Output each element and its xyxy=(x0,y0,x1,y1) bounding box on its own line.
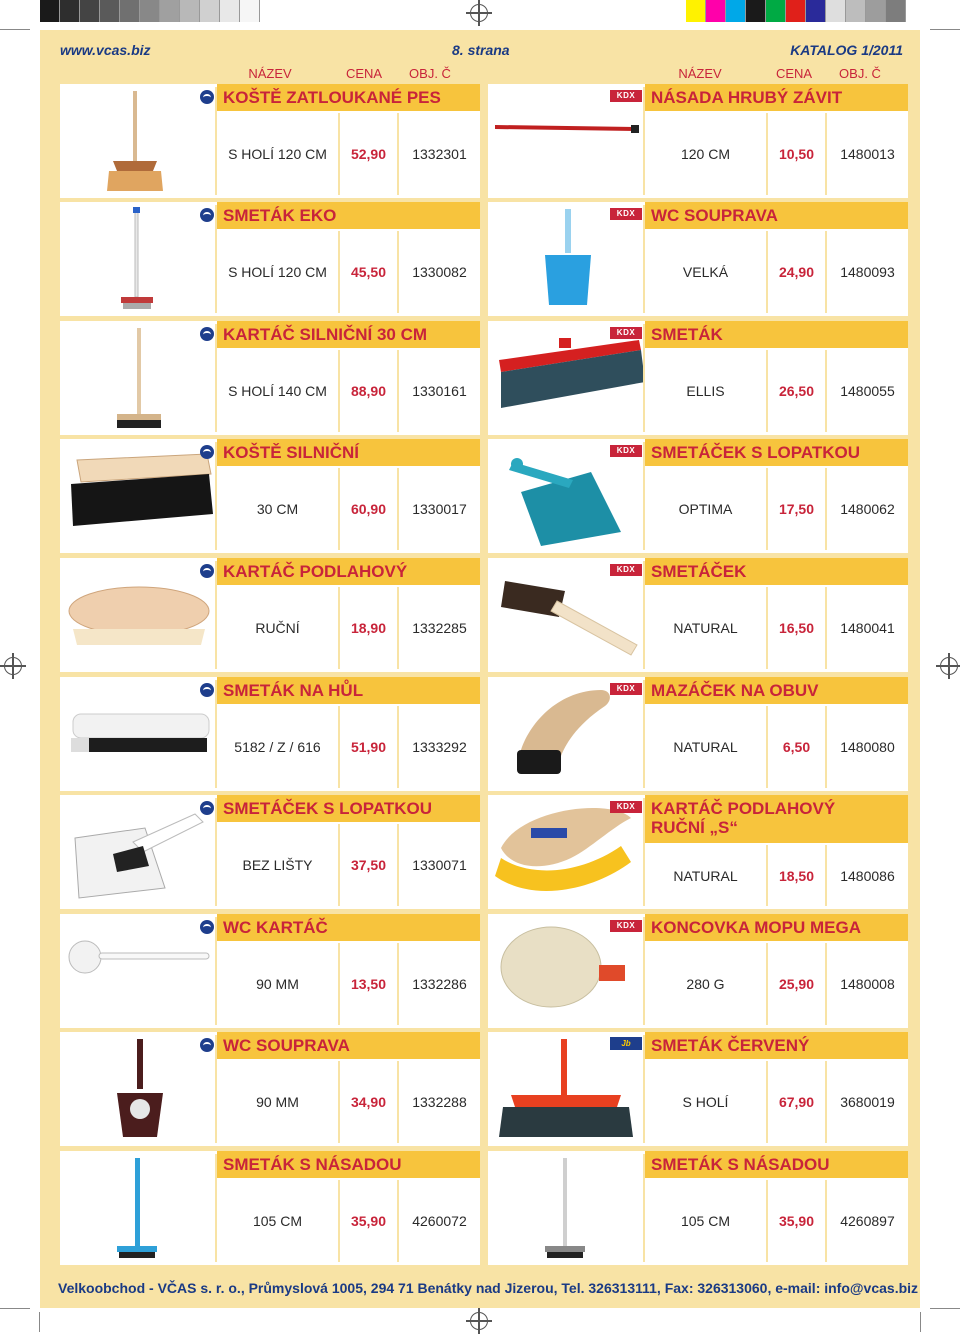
product-image xyxy=(491,798,645,906)
crop-mark xyxy=(0,29,30,30)
product-code: 1480041 xyxy=(827,587,908,669)
product-code: 1480055 xyxy=(827,350,908,432)
product-title: WC SOUPRAVA xyxy=(217,1032,480,1059)
brand-logo-icon xyxy=(200,801,214,815)
product-variant: 30 CM xyxy=(217,468,338,550)
product-code: 1330017 xyxy=(399,468,480,550)
product-price: 25,90 xyxy=(768,943,825,1025)
product-price: 16,50 xyxy=(768,587,825,669)
product-row xyxy=(217,824,480,906)
brand-logo-icon xyxy=(200,564,214,578)
product-code: 1332285 xyxy=(399,587,480,669)
product-row xyxy=(645,845,908,906)
product-card xyxy=(488,202,908,316)
product-title: NÁSADA HRUBÝ ZÁVIT xyxy=(645,84,908,111)
product-card xyxy=(60,439,480,553)
product-card xyxy=(488,558,908,672)
product-code: 1333292 xyxy=(399,706,480,788)
product-image xyxy=(63,917,217,1025)
brand-logo-icon: KDX xyxy=(610,327,642,339)
product-title: KARTÁČ SILNIČNÍ 30 CM xyxy=(217,321,480,348)
product-card xyxy=(60,1151,480,1265)
product-card xyxy=(488,677,908,791)
brand-logo-icon xyxy=(200,90,214,104)
product-card xyxy=(60,795,480,909)
product-title: KARTÁČ PODLAHOVÝ RUČNÍ „S“ xyxy=(645,795,908,843)
col-price: CENA xyxy=(775,66,813,81)
product-code: 4260072 xyxy=(399,1180,480,1262)
product-price: 51,90 xyxy=(340,706,397,788)
product-row xyxy=(645,231,908,313)
page-number: 8. strana xyxy=(452,42,510,58)
registration-mark-icon xyxy=(4,657,22,675)
crop-mark xyxy=(0,1308,30,1309)
product-title: SMETÁK NA HŮL xyxy=(217,677,480,704)
product-price: 60,90 xyxy=(340,468,397,550)
product-code: 1330071 xyxy=(399,824,480,906)
product-row xyxy=(217,1180,480,1262)
product-image xyxy=(491,324,645,432)
product-title: WC KARTÁČ xyxy=(217,914,480,941)
product-title: WC SOUPRAVA xyxy=(645,202,908,229)
product-price: 52,90 xyxy=(340,113,397,195)
product-image xyxy=(63,680,217,788)
product-card xyxy=(60,1032,480,1146)
brand-logo-icon xyxy=(200,683,214,697)
product-title: KOŠTĚ SILNIČNÍ xyxy=(217,439,480,466)
product-card xyxy=(60,202,480,316)
product-image xyxy=(491,917,645,1025)
product-variant: 5182 / Z / 616 xyxy=(217,706,338,788)
product-row xyxy=(217,231,480,313)
product-variant: ELLIS xyxy=(645,350,766,432)
product-code: 1480062 xyxy=(827,468,908,550)
catalog-page xyxy=(40,30,920,1308)
product-title: KONCOVKA MOPU MEGA xyxy=(645,914,908,941)
product-card xyxy=(488,795,908,909)
product-variant: 120 CM xyxy=(645,113,766,195)
product-price: 67,90 xyxy=(768,1061,825,1143)
product-code: 4260897 xyxy=(827,1180,908,1262)
col-name: NÁZEV xyxy=(678,66,722,81)
col-order: OBJ. Č xyxy=(839,66,881,81)
product-code: 1332286 xyxy=(399,943,480,1025)
product-code: 1332301 xyxy=(399,113,480,195)
product-card xyxy=(488,1151,908,1265)
brand-logo-icon: KDX xyxy=(610,801,642,813)
product-card xyxy=(60,84,480,198)
registration-mark-icon xyxy=(470,1312,488,1330)
product-title: SMETÁK S NÁSADOU xyxy=(217,1151,480,1178)
product-title: SMETÁČEK S LOPATKOU xyxy=(217,795,480,822)
product-image xyxy=(63,442,217,550)
column-headers-right xyxy=(470,66,910,82)
product-variant: 280 G xyxy=(645,943,766,1025)
product-code: 1332288 xyxy=(399,1061,480,1143)
product-row xyxy=(645,350,908,432)
product-image xyxy=(491,1154,645,1262)
product-card xyxy=(488,1032,908,1146)
product-card xyxy=(60,677,480,791)
product-title: KARTÁČ PODLAHOVÝ xyxy=(217,558,480,585)
page-header xyxy=(60,42,903,60)
product-price: 34,90 xyxy=(340,1061,397,1143)
product-variant: 105 CM xyxy=(217,1180,338,1262)
product-row xyxy=(645,706,908,788)
product-title: KOŠTĚ ZATLOUKANÉ PES xyxy=(217,84,480,111)
product-variant: NATURAL xyxy=(645,587,766,669)
product-title: MAZÁČEK NA OBUV xyxy=(645,677,908,704)
website-link[interactable]: www.vcas.biz xyxy=(60,42,151,58)
product-variant: S HOLÍ 120 CM xyxy=(217,231,338,313)
product-row xyxy=(645,468,908,550)
product-title: SMETÁK S NÁSADOU xyxy=(645,1151,908,1178)
product-image xyxy=(491,442,645,550)
product-code: 1330082 xyxy=(399,231,480,313)
product-image xyxy=(491,87,645,195)
product-price: 13,50 xyxy=(340,943,397,1025)
product-row xyxy=(217,587,480,669)
product-title: SMETÁK xyxy=(645,321,908,348)
col-price: CENA xyxy=(345,66,383,81)
brand-logo-icon: Jb xyxy=(610,1037,642,1050)
brand-logo-icon: KDX xyxy=(610,920,642,932)
product-code: 1480080 xyxy=(827,706,908,788)
product-code: 1480008 xyxy=(827,943,908,1025)
product-card xyxy=(60,914,480,1028)
product-price: 10,50 xyxy=(768,113,825,195)
column-headers-left xyxy=(40,66,480,82)
product-price: 88,90 xyxy=(340,350,397,432)
product-image xyxy=(491,680,645,788)
product-card xyxy=(60,558,480,672)
product-code: 1480086 xyxy=(827,845,908,906)
product-variant: OPTIMA xyxy=(645,468,766,550)
brand-logo-icon: KDX xyxy=(610,564,642,576)
product-variant: VELKÁ xyxy=(645,231,766,313)
brand-logo-icon: KDX xyxy=(610,208,642,220)
product-price: 26,50 xyxy=(768,350,825,432)
product-variant: 105 CM xyxy=(645,1180,766,1262)
product-code: 1480093 xyxy=(827,231,908,313)
product-card xyxy=(60,321,480,435)
brand-logo-icon: KDX xyxy=(610,445,642,457)
product-image xyxy=(63,1154,217,1262)
crop-mark xyxy=(930,29,960,30)
product-variant: S HOLÍ 120 CM xyxy=(217,113,338,195)
product-price: 24,90 xyxy=(768,231,825,313)
product-row xyxy=(217,468,480,550)
product-row xyxy=(217,943,480,1025)
product-price: 18,90 xyxy=(340,587,397,669)
product-row xyxy=(217,1061,480,1143)
product-variant: BEZ LIŠTY xyxy=(217,824,338,906)
product-price: 35,90 xyxy=(768,1180,825,1262)
product-price: 45,50 xyxy=(340,231,397,313)
brand-logo-icon xyxy=(200,1038,214,1052)
col-name: NÁZEV xyxy=(248,66,292,81)
product-title: SMETÁČEK xyxy=(645,558,908,585)
product-row xyxy=(217,706,480,788)
brand-logo-icon xyxy=(200,327,214,341)
product-image xyxy=(63,798,217,906)
product-row xyxy=(645,943,908,1025)
product-row xyxy=(645,1061,908,1143)
product-row xyxy=(217,350,480,432)
product-price: 6,50 xyxy=(768,706,825,788)
product-row xyxy=(645,587,908,669)
product-card xyxy=(488,914,908,1028)
product-price: 37,50 xyxy=(340,824,397,906)
product-variant: RUČNÍ xyxy=(217,587,338,669)
product-image xyxy=(491,561,645,669)
crop-mark xyxy=(39,1312,40,1332)
product-price: 35,90 xyxy=(340,1180,397,1262)
product-variant: NATURAL xyxy=(645,706,766,788)
product-card xyxy=(488,439,908,553)
crop-mark xyxy=(920,1312,921,1332)
product-code: 1330161 xyxy=(399,350,480,432)
product-image xyxy=(63,324,217,432)
product-variant: 90 MM xyxy=(217,1061,338,1143)
product-variant: S HOLÍ xyxy=(645,1061,766,1143)
product-variant: NATURAL xyxy=(645,845,766,906)
crop-mark xyxy=(930,1308,960,1309)
brand-logo-icon xyxy=(200,445,214,459)
product-variant: S HOLÍ 140 CM xyxy=(217,350,338,432)
product-image xyxy=(63,87,217,195)
product-variant: 90 MM xyxy=(217,943,338,1025)
product-image xyxy=(491,205,645,313)
color-bar xyxy=(686,0,906,22)
product-card xyxy=(488,84,908,198)
product-code: 3680019 xyxy=(827,1061,908,1143)
product-image xyxy=(63,1035,217,1143)
brand-logo-icon xyxy=(200,920,214,934)
product-code: 1480013 xyxy=(827,113,908,195)
brand-logo-icon: KDX xyxy=(610,90,642,102)
product-row xyxy=(645,113,908,195)
brand-logo-icon xyxy=(200,208,214,222)
product-title: SMETÁČEK S LOPATKOU xyxy=(645,439,908,466)
catalog-title: KATALOG 1/2011 xyxy=(790,42,903,58)
footer-contact: Velkoobchod - VČAS s. r. o., Průmyslová 1005, 294 71 Benátky nad Jizerou, Tel. 326313111, Fax: 326313060, e-mail: info@vcas.biz xyxy=(58,1280,919,1296)
product-title: SMETÁK EKO xyxy=(217,202,480,229)
brand-logo-icon: KDX xyxy=(610,683,642,695)
product-image xyxy=(63,561,217,669)
col-order: OBJ. Č xyxy=(409,66,451,81)
product-title: SMETÁK ČERVENÝ xyxy=(645,1032,908,1059)
product-price: 18,50 xyxy=(768,845,825,906)
grayscale-bar xyxy=(40,0,260,22)
product-row xyxy=(217,113,480,195)
product-image xyxy=(63,205,217,313)
registration-mark-icon xyxy=(940,657,958,675)
product-price: 17,50 xyxy=(768,468,825,550)
product-image xyxy=(491,1035,645,1143)
product-row xyxy=(645,1180,908,1262)
product-card xyxy=(488,321,908,435)
registration-mark-icon xyxy=(470,4,488,22)
